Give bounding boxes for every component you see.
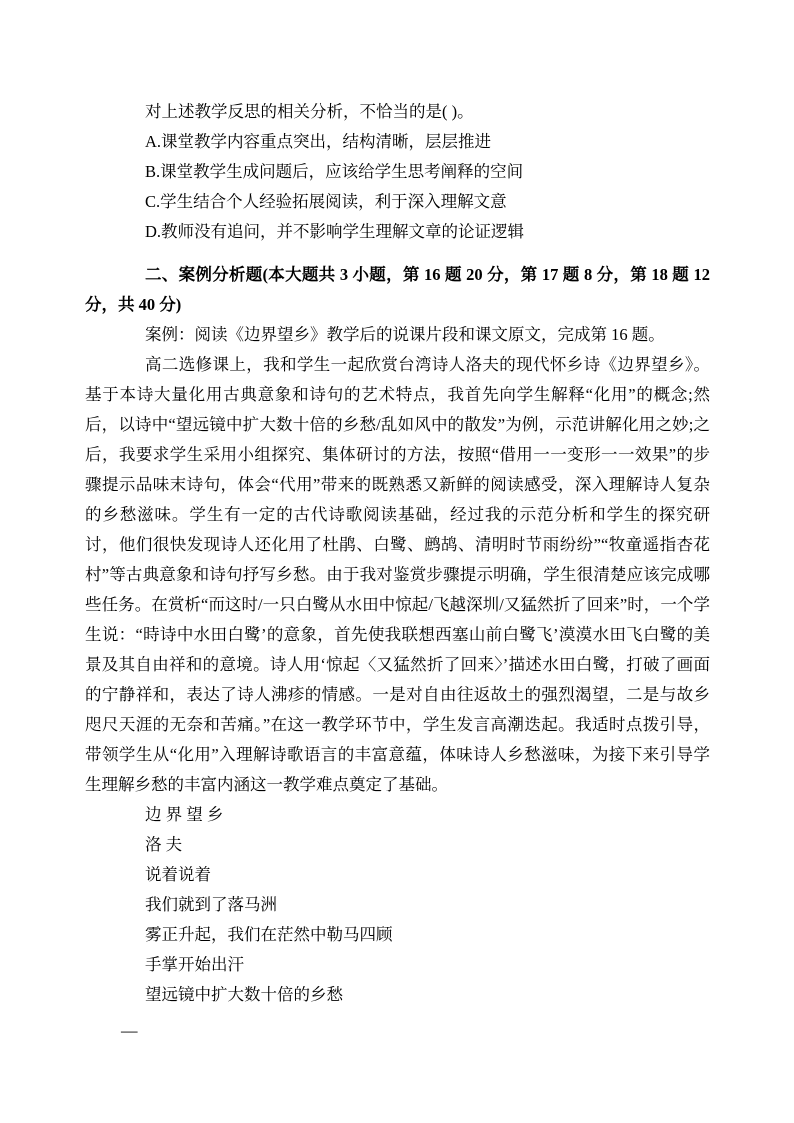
poem-line: 手掌开始出汗 (145, 955, 244, 974)
option-a: A.课堂教学内容重点突出，结构清晰，层层推进 (145, 132, 492, 151)
option-c: C.学生结合个人经验拓展阅读，利于深入理解文意 (145, 192, 507, 211)
option-b: B.课堂教学生成问题后，应该给学生思考阐释的空间 (145, 162, 524, 181)
poem-line: 说着说着 (145, 865, 211, 884)
poem-line: 我们就到了落马洲 (145, 895, 277, 914)
document-content (85, 97, 710, 1046)
poem-line: 雾正升起，我们在茫然中勒马四顾 (145, 925, 393, 944)
case-intro: 案例：阅读《边界望乡》教学后的说课片段和课文原文，完成第 16 题。 (145, 325, 665, 344)
footer-dash: — (121, 1021, 138, 1040)
section-heading: 二、案例分析题(本大题共 3 小题，第 16 题 20 分，第 17 题 8 分，第 18 题 12 分，共 40 分) (85, 265, 710, 314)
poem-author: 洛 夫 (145, 835, 183, 854)
case-narrative: 高二选修课上，我和学生一起欣赏台湾诗人洛夫的现代怀乡诗《边界望乡》。基于本诗大量化用古典意象和诗句的艺术特点，我首先向学生解释“化用”的概念;然后，以诗中“望远镜中扩大数十倍的乡愁/乱如风中的散发”为例，示范讲解化用之妙;之后，我要求学生采用小组探究、集体研讨的方法，按照“借用一一变形一一效果”的步骤提示品味末诗句，体会“代用”带来的既熟悉又新鲜的阅读感受，深入理解诗人复杂的乡愁滋味。学生有一定的古代诗歌阅读基础，经过我的示范分析和学生的探究研讨，他们很快发现诗人还化用了杜鹃、白鹭、鹧鸪、清明时节雨纷纷”“牧童遥指杏花村”等古典意象和诗句抒写乡愁。由于我对鉴赏步骤提示明确，学生很清楚应该完成哪些任务。在赏析“而这时/一只白鹭从水田中惊起/飞越深圳/又猛然折了回来”时，一个学生说：“時诗中水田白鹭’的意象，首先使我联想西塞山前白鹭飞’漠漠水田飞白鹭的美景及其自由祥和的意境。诗人用‘惊起〈又猛然折了回来〉’描述水田白鹭，打破了画面的宁静祥和，表达了诗人沸疹的情感。一是对自由往返故土的强烈渴望，二是与故乡咫尺天涯的无奈和苦痛。”在这一教学环节中，学生发言高潮迭起。我适时点拨引导，带领学生从“化用”入理解诗歌语言的丰富意蕴，体味诗人乡愁滋味，为接下来引导学生理解乡愁的丰富内涵这一教学难点奠定了基础。 (85, 355, 710, 794)
poem-title: 边 界 望 乡 (145, 805, 224, 824)
option-d: D.教师没有追问，并不影响学生理解文章的论证逻辑 (145, 222, 525, 241)
question-stem: 对上述教学反思的相关分析，不恰当的是( )。 (145, 102, 474, 121)
poem-line: 望远镜中扩大数十倍的乡愁 (145, 985, 343, 1004)
